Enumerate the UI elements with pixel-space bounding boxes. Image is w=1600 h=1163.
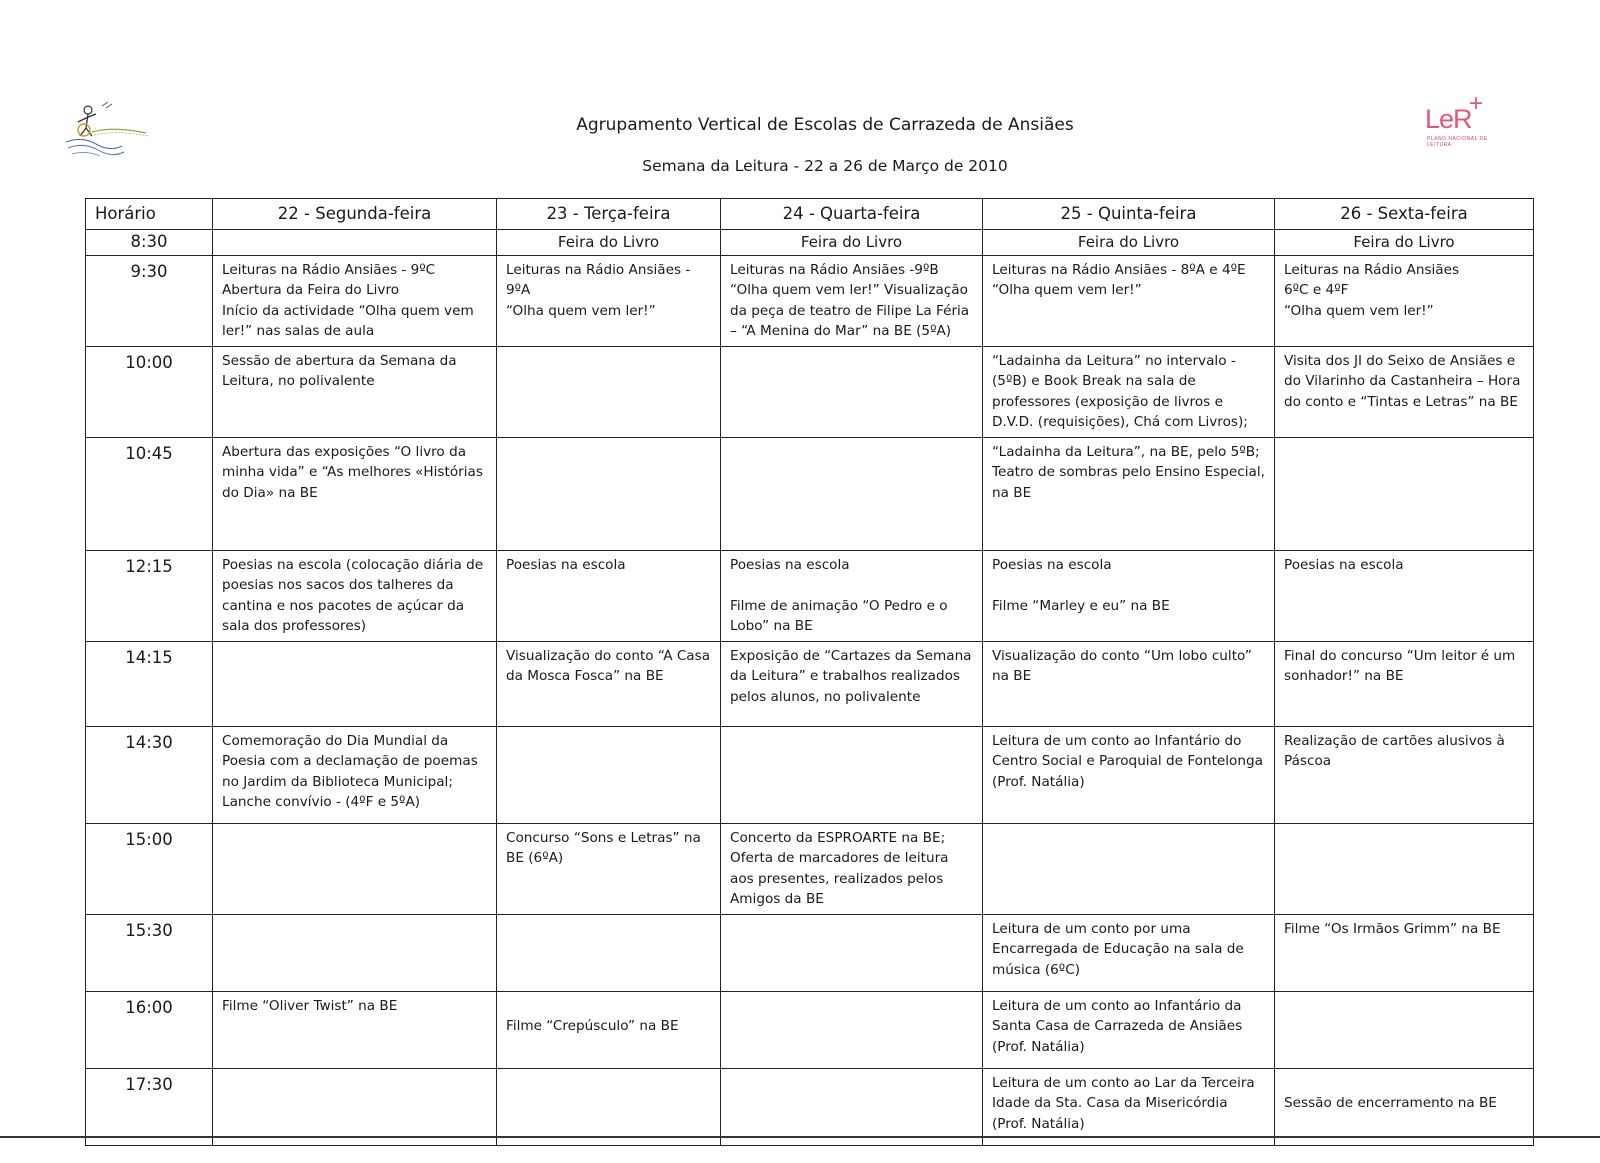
table-row bbox=[86, 726, 1534, 823]
schedule-cell bbox=[213, 641, 497, 726]
schedule-cell: Feira do Livro bbox=[721, 230, 983, 256]
schedule-cell: Visita dos JI do Seixo de Ansiães e do Vilarinho da Castanheira – Hora do conto e “Tintas e Letras” na BE bbox=[1275, 346, 1534, 437]
schedule-cell: Filme “Crepúsculo” na BE bbox=[497, 991, 721, 1068]
time-cell: 12:15 bbox=[86, 550, 213, 641]
schedule-cell bbox=[721, 346, 983, 437]
schedule-cell: Poesias na escola (colocação diária de poesias nos sacos dos talheres da cantina e nos pacotes de açúcar da sala dos professores) bbox=[213, 550, 497, 641]
schedule-cell: Feira do Livro bbox=[497, 230, 721, 256]
plus-icon: + bbox=[1469, 90, 1484, 117]
schedule-cell: Comemoração do Dia Mundial da Poesia com a declamação de poemas no Jardim da Biblioteca Municipal; Lanche convívio - (4ºF e 5ºA) bbox=[213, 726, 497, 823]
table-row bbox=[86, 255, 1534, 346]
time-cell: 8:30 bbox=[86, 230, 213, 256]
schedule-cell: Filme “Os Irmãos Grimm” na BE bbox=[1275, 914, 1534, 991]
schedule-cell bbox=[721, 726, 983, 823]
ler-logo-text: LeR bbox=[1425, 104, 1472, 134]
schedule-cell bbox=[1275, 823, 1534, 914]
table-row bbox=[86, 437, 1534, 550]
schedule-cell: Filme “Oliver Twist” na BE bbox=[213, 991, 497, 1068]
table-row bbox=[86, 823, 1534, 914]
schedule-cell: Poesias na escola bbox=[497, 550, 721, 641]
table-row bbox=[86, 550, 1534, 641]
schedule-cell bbox=[213, 823, 497, 914]
document-title: Agrupamento Vertical de Escolas de Carrazeda de Ansiães bbox=[576, 115, 1074, 135]
page-bottom-divider bbox=[0, 1136, 1600, 1138]
schedule-cell: Leitura de um conto por uma Encarregada de Educação na sala de música (6ºC) bbox=[983, 914, 1275, 991]
column-header-tuesday: 23 - Terça-feira bbox=[497, 199, 721, 230]
column-header-time: Horário bbox=[86, 199, 213, 230]
schedule-cell: Leitura de um conto ao Lar da Terceira Idade da Sta. Casa da Misericórdia (Prof. Natália) bbox=[983, 1068, 1275, 1145]
schedule-cell: Sessão de encerramento na BE bbox=[1275, 1068, 1534, 1145]
schedule-cell: “Ladainha da Leitura” no intervalo - (5ºB) e Book Break na sala de professores (exposição de livros e D.V.D. (requisições), Chá com Livros); bbox=[983, 346, 1275, 437]
schedule-cell bbox=[213, 230, 497, 256]
schedule-cell: “Ladainha da Leitura”, na BE, pelo 5ºB; Teatro de sombras pelo Ensino Especial, na BE bbox=[983, 437, 1275, 550]
table-header-row bbox=[86, 199, 1534, 230]
schedule-cell: Concurso “Sons e Letras” na BE (6ºA) bbox=[497, 823, 721, 914]
schedule-cell: Leitura de um conto ao Infantário da Santa Casa de Carrazeda de Ansiães (Prof. Natália) bbox=[983, 991, 1275, 1068]
schedule-cell bbox=[497, 437, 721, 550]
schedule-cell bbox=[213, 914, 497, 991]
column-header-monday: 22 - Segunda-feira bbox=[213, 199, 497, 230]
time-cell: 15:30 bbox=[86, 914, 213, 991]
schedule-cell: Feira do Livro bbox=[983, 230, 1275, 256]
schedule-cell: Sessão de abertura da Semana da Leitura, no polivalente bbox=[213, 346, 497, 437]
table-row bbox=[86, 1068, 1534, 1145]
schedule-cell: Poesias na escola Filme de animação “O Pedro e o Lobo” na BE bbox=[721, 550, 983, 641]
schedule-cell bbox=[983, 823, 1275, 914]
schedule-cell bbox=[1275, 437, 1534, 550]
schedule-cell bbox=[213, 1068, 497, 1145]
time-cell: 10:45 bbox=[86, 437, 213, 550]
schedule-cell bbox=[1275, 991, 1534, 1068]
schedule-cell: Leituras na Rádio Ansiães -9ºB “Olha quem vem ler!” Visualização da peça de teatro de Filipe La Féria – “A Menina do Mar” na BE (5ºA) bbox=[721, 255, 983, 346]
schedule-cell: Realização de cartões alusivos à Páscoa bbox=[1275, 726, 1534, 823]
schedule-cell bbox=[721, 991, 983, 1068]
schedule-cell: Leituras na Rádio Ansiães 6ºC e 4ºF “Olha quem vem ler!” bbox=[1275, 255, 1534, 346]
schedule-cell: Exposição de “Cartazes da Semana da Leitura” e trabalhos realizados pelos alunos, no polivalente bbox=[721, 641, 983, 726]
time-cell: 14:15 bbox=[86, 641, 213, 726]
schedule-cell bbox=[497, 914, 721, 991]
schedule-cell: Leitura de um conto ao Infantário do Centro Social e Paroquial de Fontelonga (Prof. Natália) bbox=[983, 726, 1275, 823]
schedule-cell bbox=[497, 726, 721, 823]
table-row bbox=[86, 991, 1534, 1068]
schedule-cell: Final do concurso “Um leitor é um sonhador!” na BE bbox=[1275, 641, 1534, 726]
table-row bbox=[86, 230, 1534, 256]
schedule-cell: Abertura das exposições “O livro da minha vida” e “As melhores «Histórias do Dia» na BE bbox=[213, 437, 497, 550]
schedule-cell: Leituras na Rádio Ansiães - 9ºA “Olha quem vem ler!” bbox=[497, 255, 721, 346]
time-cell: 16:00 bbox=[86, 991, 213, 1068]
schedule-cell: Visualização do conto “Um lobo culto” na BE bbox=[983, 641, 1275, 726]
time-cell: 15:00 bbox=[86, 823, 213, 914]
schedule-cell bbox=[721, 1068, 983, 1145]
column-header-wednesday: 24 - Quarta-feira bbox=[721, 199, 983, 230]
schedule-cell: Leituras na Rádio Ansiães - 9ºC Abertura da Feira do Livro Início da actividade “Olha quem vem ler!” nas salas de aula bbox=[213, 255, 497, 346]
time-cell: 14:30 bbox=[86, 726, 213, 823]
time-cell: 17:30 bbox=[86, 1068, 213, 1145]
schedule-table bbox=[85, 198, 1534, 1146]
table-row bbox=[86, 641, 1534, 726]
schedule-cell: Poesias na escola Filme “Marley e eu” na BE bbox=[983, 550, 1275, 641]
table-row bbox=[86, 914, 1534, 991]
column-header-thursday: 25 - Quinta-feira bbox=[983, 199, 1275, 230]
schedule-cell: Poesias na escola bbox=[1275, 550, 1534, 641]
column-header-friday: 26 - Sexta-feira bbox=[1275, 199, 1534, 230]
table-row bbox=[86, 346, 1534, 437]
time-cell: 9:30 bbox=[86, 255, 213, 346]
schedule-cell bbox=[497, 346, 721, 437]
schedule-cell bbox=[721, 437, 983, 550]
schedule-cell: Concerto da ESPROARTE na BE; Oferta de marcadores de leitura aos presentes, realizados pelos Amigos da BE bbox=[721, 823, 983, 914]
schedule-cell bbox=[721, 914, 983, 991]
document-subtitle: Semana da Leitura - 22 a 26 de Março de 2010 bbox=[642, 157, 1008, 175]
schedule-cell: Leituras na Rádio Ansiães - 8ºA e 4ºE “Olha quem vem ler!” bbox=[983, 255, 1275, 346]
schedule-cell: Feira do Livro bbox=[1275, 230, 1534, 256]
schedule-cell bbox=[497, 1068, 721, 1145]
schedule-cell: Visualização do conto “A Casa da Mosca Fosca” na BE bbox=[497, 641, 721, 726]
ler-logo-subtitle: PLANO NACIONAL DE LEITURA bbox=[1427, 136, 1488, 148]
time-cell: 10:00 bbox=[86, 346, 213, 437]
